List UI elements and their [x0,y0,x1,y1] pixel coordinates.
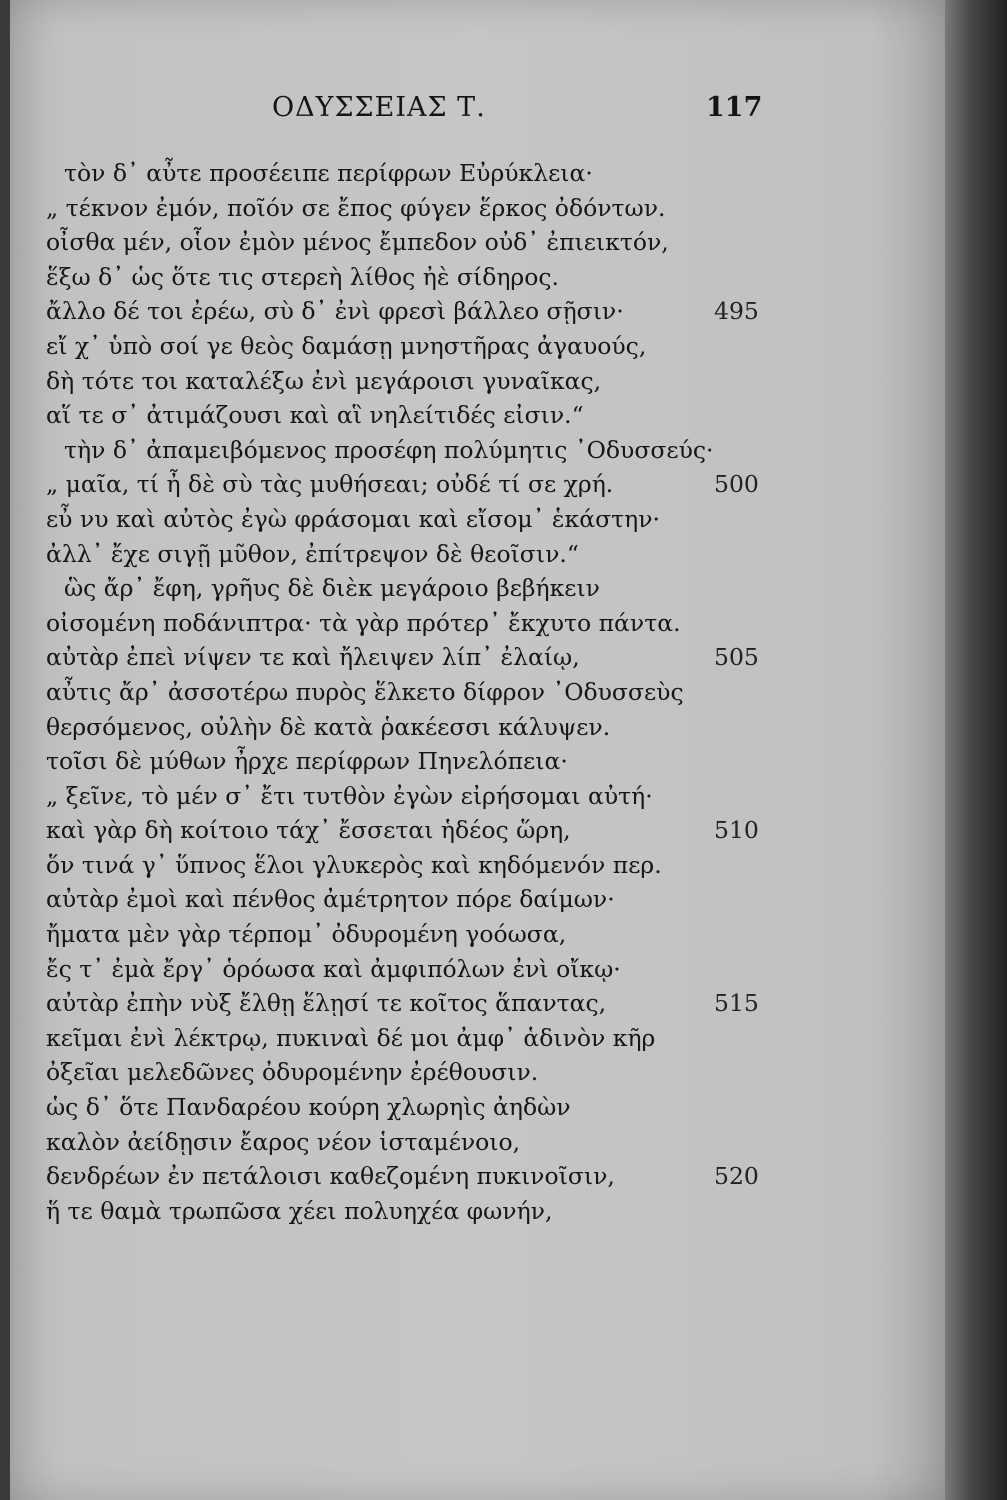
verse-text: αὐτὰρ ἐπὴν νὺξ ἔλθῃ ἕλῃσί τε κοῖτος ἅπαντας, [46,989,607,1018]
page-number: 117 [706,92,763,123]
verse-text: εὖ νυ καὶ αὐτὸς ἐγὼ φράσομαι καὶ εἴσομ᾽ ἑκάστην· [46,504,660,533]
verse-text: οἶσθα μέν, οἷον ἐμὸν μένος ἔμπεδον οὐδ᾽ ἐπιεικτόν, [46,228,669,257]
verse-line [10,779,945,814]
verse-text: ἥ τε θαμὰ τρωπῶσα χέει πολυηχέα φωνήν, [46,1196,553,1225]
verse-line [10,329,945,364]
line-number: 495 [714,297,759,326]
verse-text: ἀλλ᾽ ἔχε σιγῇ μῦθον, ἐπίτρεψον δὲ θεοῖσιν.“ [46,539,579,568]
verse-text: ἤματα μὲν γὰρ τέρπομ᾽ ὀδυρομένη γοόωσα, [46,920,567,949]
verse-line [10,225,945,260]
verse-line [10,675,945,710]
verse-line [10,710,945,745]
verse-line [10,952,945,987]
page-shadow-edge [945,0,1007,1500]
verse-text: ἔς τ᾽ ἐμὰ ἔργ᾽ ὁρόωσα καὶ ἀμφιπόλων ἐνὶ οἴκῳ· [46,954,621,983]
verse-line [10,813,945,848]
verse-text: αὐτὰρ ἐπεὶ νίψεν τε καὶ ἤλειψεν λίπ᾽ ἐλαίῳ, [46,643,580,672]
verse-line [10,260,945,295]
verse-text: αἵ τε σ᾽ ἀτιμάζουσι καὶ αἳ νηλείτιδές εἰσιν.“ [46,401,584,430]
verse-text: „ τέκνον ἐμόν, ποῖόν σε ἔπος φύγεν ἕρκος ὀδόντων. [46,193,666,222]
verse-line [10,1055,945,1090]
verse-text: ἕξω δ᾽ ὡς ὅτε τις στερεὴ λίθος ἠὲ σίδηρος. [46,262,560,291]
verse-line [10,848,945,883]
verse-line [10,502,945,537]
verse-text: αὐτὰρ ἐμοὶ καὶ πένθος ἀμέτρητον πόρε δαίμων· [46,885,615,914]
verse-text: θερσόμενος, οὐλὴν δὲ κατὰ ῥακέεσσι κάλυψεν. [46,712,611,741]
book-spine-edge [0,0,10,1500]
verse-text: ὡς δ᾽ ὅτε Πανδαρέου κούρη χλωρηὶς ἀηδὼν [46,1093,571,1122]
verse-text: τὸν δ᾽ αὖτε προσέειπε περίφρων Εὐρύκλεια· [64,159,593,187]
verse-line [10,537,945,572]
verse-line [10,398,945,433]
verse-text: δενδρέων ἐν πετάλοισι καθεζομένη πυκινοῖσιν, [46,1162,615,1191]
line-number: 520 [714,1162,759,1191]
running-title: ΟΔΥΣΣΕΙΑΣ Τ. [272,92,486,123]
verse-line [10,606,945,641]
line-number: 505 [714,643,759,672]
verse-text: „ ξεῖνε, τὸ μέν σ᾽ ἔτι τυτθὸν ἐγὼν εἰρήσομαι αὐτή· [46,781,653,810]
verse-line [10,1194,945,1229]
verse-line [10,294,945,329]
book-page [10,0,945,1500]
verse-line [10,1159,945,1194]
verse-line [10,433,945,468]
verse-line [10,882,945,917]
verse-line [10,1125,945,1160]
verse-list [10,156,945,1228]
verse-text: τοῖσι δὲ μύθων ἦρχε περίφρων Πηνελόπεια· [46,747,568,776]
verse-line [10,917,945,952]
verse-line [10,191,945,226]
verse-line [10,571,945,606]
page-header [10,92,945,132]
verse-line [10,467,945,502]
verse-text: καλὸν ἀείδῃσιν ἔαρος νέον ἱσταμένοιο, [46,1127,521,1156]
verse-line [10,1021,945,1056]
verse-text: ἄλλο δέ τοι ἐρέω, σὺ δ᾽ ἐνὶ φρεσὶ βάλλεο σῇσιν· [46,297,624,326]
verse-line [10,640,945,675]
verse-line [10,1090,945,1125]
verse-text: ὀξεῖαι μελεδῶνες ὀδυρομένην ἐρέθουσιν. [46,1058,539,1087]
verse-line [10,744,945,779]
verse-text: „ μαῖα, τί ἦ δὲ σὺ τὰς μυθήσεαι; οὐδέ τί σε χρή. [46,470,614,499]
verse-text: αὖτις ἄρ᾽ ἀσσοτέρω πυρὸς ἕλκετο δίφρον ᾿Οδυσσεὺς [46,677,684,706]
verse-text: εἴ χ᾽ ὑπὸ σοί γε θεὸς δαμάσῃ μνηστῆρας ἀγαυούς, [46,331,647,360]
verse-text: οἰσομένη ποδάνιπτρα· τὰ γὰρ πρότερ᾽ ἔκχυτο πάντα. [46,608,681,637]
line-number: 510 [714,816,759,845]
verse-line [10,364,945,399]
verse-line [10,986,945,1021]
line-number: 515 [714,989,759,1018]
verse-text: τὴν δ᾽ ἀπαμειβόμενος προσέφη πολύμητις ᾿Οδυσσεύς· [64,435,714,464]
verse-line [10,156,945,191]
verse-text: δὴ τότε τοι καταλέξω ἐνὶ μεγάροισι γυναῖκας, [46,366,602,395]
verse-text: ὣς ἄρ᾽ ἔφη, γρῆυς δὲ διὲκ μεγάροιο βεβήκειν [64,574,600,603]
line-number: 500 [714,470,759,499]
verse-text: καὶ γὰρ δὴ κοίτοιο τάχ᾽ ἔσσεται ἡδέος ὥρη, [46,816,571,845]
verse-text: κεῖμαι ἐνὶ λέκτρῳ, πυκιναὶ δέ μοι ἀμφ᾽ ἁδινὸν κῆρ [46,1023,656,1052]
verse-text: ὅν τινά γ᾽ ὕπνος ἕλοι γλυκερὸς καὶ κηδόμενόν περ. [46,850,662,879]
